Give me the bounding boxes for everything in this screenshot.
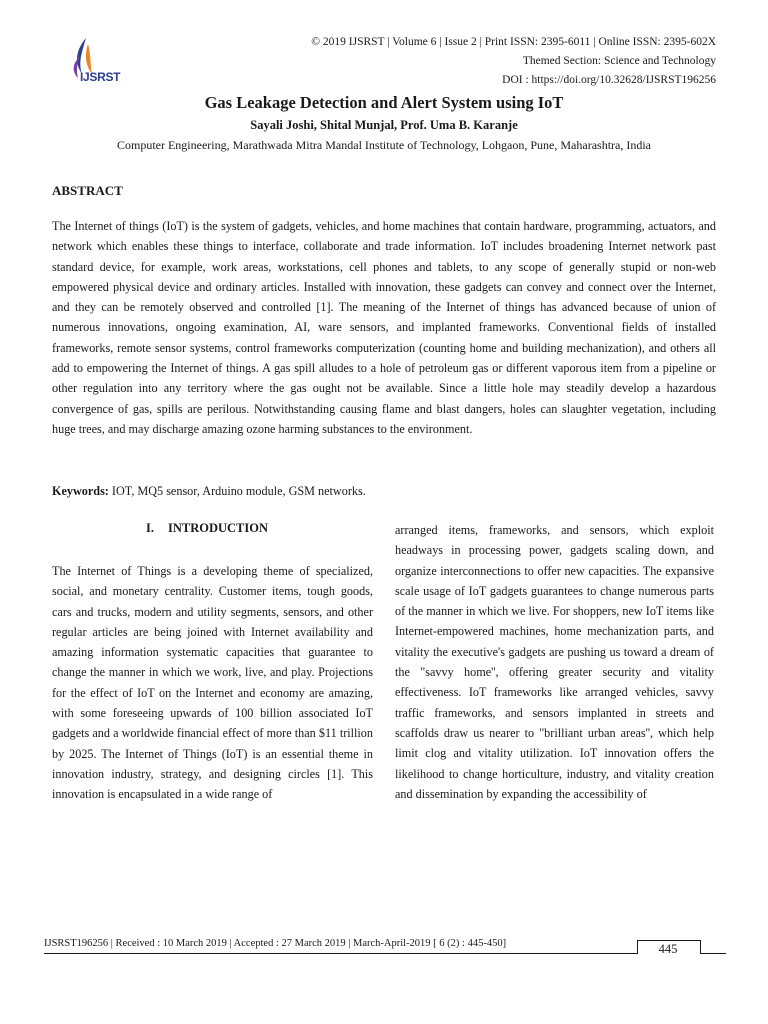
footer-rule bbox=[44, 953, 726, 954]
abstract-text: The Internet of things (IoT) is the system of gadgets, vehicles, and home machines that contain hardware, programming, actuators, and network which enables these things to interface, collaborate and trade information. IoT includes broadening Internet network past standard device, for example, work areas, workstations, cell phones and tablets, to any scope of generally stupid or non-web empowered physical device and ordinary articles. Installed with innovation, these gadgets can convey and connect over the Internet, and they can be remotely observed and controlled [1]. The meaning of the Internet of things has advanced because of union of numerous innovations, ongoing examination, AI, ware sensors, and implanted frameworks. Conventional fields of installed frameworks, remote sensor systems, control frameworks computerization (counting home and building mechanization), and others all add to empowering the Internet of things. A gas spill alludes to a hole of petroleum gas or different vaporous item from a pipeline or other regulation into any territory where the gas ought not be available. Since a little hole may steadily develop a hazardous convergence of gas, spills are perilous. Notwithstanding causing flame and blast dangers, holes can slaughter vegetation, including huge trees, and may discharge amazing ozone harming substances to the environment. bbox=[52, 219, 716, 436]
paper-authors: Sayali Joshi, Shital Munjal, Prof. Uma B. Karanje bbox=[250, 118, 518, 132]
paper-title: Gas Leakage Detection and Alert System using IoT bbox=[204, 93, 564, 112]
section-title: INTRODUCTION bbox=[168, 521, 269, 535]
keywords-line bbox=[52, 481, 716, 501]
journal-info: © 2019 IJSRST | Volume 6 | Issue 2 | Print ISSN: 2395-6011 | Online ISSN: 2395-602X bbox=[311, 36, 716, 48]
keywords-label: Keywords: bbox=[52, 484, 109, 498]
paper-affiliation: Computer Engineering, Marathwada Mitra Mandal Institute of Technology, Lohgaon, Pune, Maharashtra, India bbox=[116, 138, 652, 152]
intro-right-column: arranged items, frameworks, and sensors, which exploit headways in processing power, gadgets scaling down, and organize interconnections to offer new capacities. The expansive scale usage of IoT gadgets guarantees to change numerous parts of the manner in which we live. For shoppers, new IoT items like Internet-empowered machines, home mechanization parts, and vitality the executive's gadgets are pushing us toward a dream of the "savvy home'', offering greater security and vitality effectiveness. IoT frameworks like arranged vehicles, savvy traffic frameworks, and sensors implanted in streets and scaffolds draw us nearer to "brilliant urban areas'', which help limit clog and vitality utilization. IoT innovation offers the likelihood to change horticulture, industry, and vitality creation and dissemination by expanding the accessibility of bbox=[395, 523, 714, 801]
footer-citation: IJSRST196256 | Received : 10 March 2019 | Accepted : 27 March 2019 | March-April-2019 [ 6 (2) : 445-450] bbox=[44, 938, 507, 949]
page-number: 445 bbox=[658, 942, 678, 956]
themed-section: Themed Section: Science and Technology bbox=[522, 55, 716, 67]
doi-link[interactable]: DOI : https://doi.org/10.32628/IJSRST196256 bbox=[502, 74, 716, 86]
abstract-heading: ABSTRACT bbox=[52, 183, 123, 198]
section-number: I. bbox=[146, 521, 154, 535]
intro-left-column: The Internet of Things is a developing theme of specialized, social, and monetary centrality. Customer items, tough goods, cars and trucks, modern and utility segments, sensors, and other regular articles are being joined with Internet availability and amazing information systematic capacities that guarantee to change the manner in which we work, live, and play. Projections for the effect of IoT on the Internet and economy are amazing, with some foreseeing upwards of 100 billion associated IoT gadgets and a worldwide financial effect of more than $11 trillion by 2025. The Internet of Things (IoT) is an essential theme in innovation industry, strategy, and designing circles [1]. This innovation is encapsulated in a wide range of bbox=[52, 564, 373, 802]
logo-text: IJSRST bbox=[80, 70, 121, 84]
keywords-list: IOT, MQ5 sensor, Arduino module, GSM networks. bbox=[111, 484, 366, 498]
section-heading-introduction bbox=[146, 521, 268, 536]
